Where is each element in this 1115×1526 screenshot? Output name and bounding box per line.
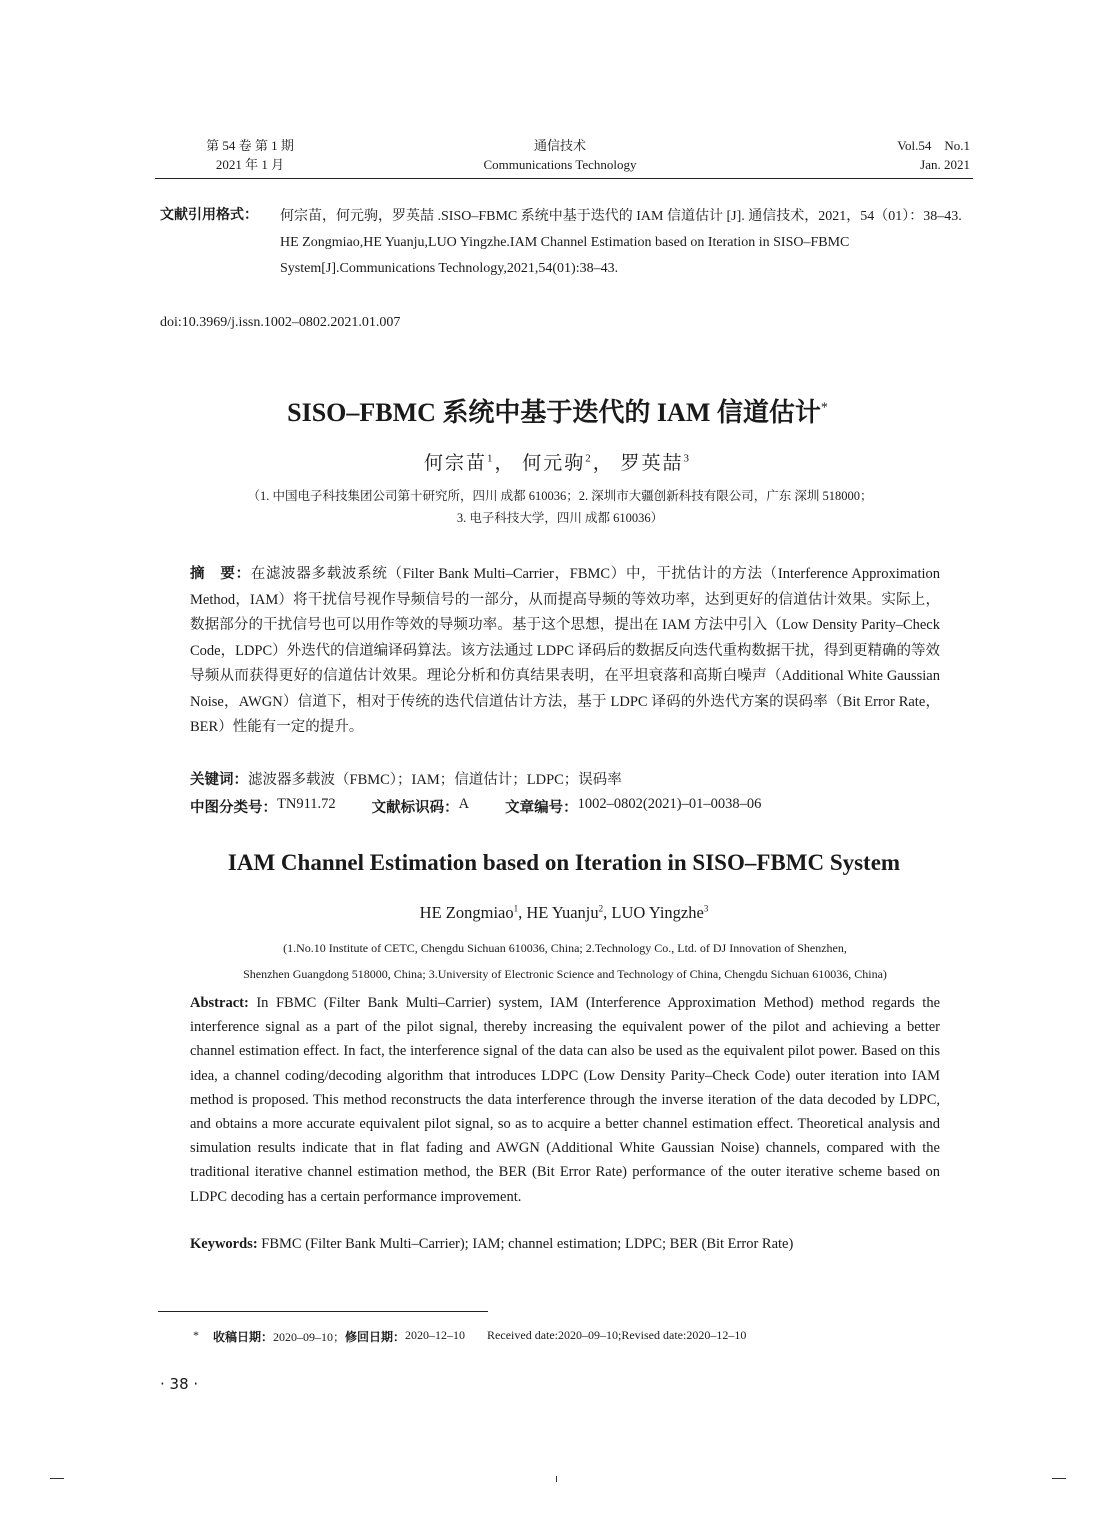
clc-label: 中图分类号： <box>190 800 277 816</box>
volume-issue-en: Vol.54 No.1 <box>897 138 970 153</box>
affiliation-cn <box>190 485 930 529</box>
volume-issue-cn: 第 54 卷 第 1 期 <box>206 138 294 153</box>
affiliation-en <box>160 935 970 987</box>
keywords-en-text: FBMC (Filter Bank Multi–Carrier); IAM; channel estimation; LDPC; BER (Bit Error Rate) <box>261 1236 794 1252</box>
footnote-rule <box>158 1311 488 1312</box>
keywords-en-label: Keywords: <box>190 1236 258 1252</box>
author-cn: 罗英喆 <box>620 453 684 474</box>
crop-mark <box>556 1476 557 1482</box>
crop-mark <box>1052 1478 1066 1479</box>
author-en-sup: 1 <box>513 903 519 914</box>
title-cn-text: SISO–FBMC 系统中基于迭代的 IAM 信道估计 <box>287 398 821 427</box>
received-label: 收稿日期： <box>213 1330 274 1344</box>
author-cn-sup: 3 <box>683 452 692 465</box>
author-cn: 何宗苗 <box>423 453 487 474</box>
journal-name-cn: 通信技术 <box>533 138 586 153</box>
running-header-left <box>160 136 340 174</box>
crop-mark <box>50 1478 64 1479</box>
doc-code-label: 文献标识码： <box>371 800 459 816</box>
classification-row <box>190 796 761 817</box>
author-en-sup: 2 <box>598 903 604 914</box>
article-no-label: 文章编号： <box>505 800 578 816</box>
abstract-cn-text: 在滤波器多载波系统（Filter Bank Multi–Carrier，FBMC）中，干扰估计的方法（Interference Approximation Method，IAM）将干扰信号视作导频信号的一部分，从而提高导频的等效功率，达到更好的信道估计效果。实际上，数据部分的干扰信号也可以用作等效的导频功率。基于这个思想，提出在 IAM 方法中引入（Low Density Parity–Check Code，LDPC）外迭代的信道编译码算法。该方法通过 LDPC 译码后的数据反向迭代重构数据干扰，得到更精确的等效导频从而获得更好的信道估计效果。理论分析和仿真结果表明，在平坦衰落和高斯白噪声（Additional White Gaussian Noise，AWGN）信道下，相对于传统的迭代信道估计方法，基于 LDPC 译码的外迭代方案的误码率（Bit Error Rate，BER）性能有一定的提升。 <box>190 566 941 735</box>
abstract-en <box>190 991 940 1209</box>
citation-label: 文献引用格式： <box>160 207 258 223</box>
abstract-cn-label: 摘 要： <box>190 566 251 582</box>
authors-en: HE Zongmiao$^1$, HE Yuanju$^2$, LUO Yingzhe$^3$ <box>419 903 709 922</box>
citation-block <box>280 204 980 282</box>
page-number: · 38 · <box>160 1375 199 1393</box>
abstract-en-label: Abstract: <box>190 995 249 1011</box>
keywords-cn-label: 关键词： <box>190 772 248 788</box>
author-cn-sup: 1 <box>486 452 495 465</box>
revised-date: 2020–12–10 <box>405 1328 466 1342</box>
journal-name-en: Communications Technology <box>483 157 637 172</box>
footnote <box>193 1328 746 1345</box>
title-en: IAM Channel Estimation based on Iteration in SISO–FBMC System <box>227 850 901 875</box>
keywords-cn-text: 滤波器多载波（FBMC）；IAM；信道估计；LDPC；误码率 <box>248 772 622 788</box>
title-cn <box>0 392 1115 429</box>
clc-value: TN911.72 <box>277 796 336 812</box>
date-cn: 2021 年 1 月 <box>215 157 285 172</box>
author-en: HE Zongmiao <box>419 903 514 922</box>
citation-en: HE Zongmiao,HE Yuanju,LUO Yingzhe.IAM Channel Estimation based on Iteration in SISO–FBMC System[J].Communications Technology,2021,54(01):38–43. <box>280 235 850 276</box>
date-en: Jan. 2021 <box>920 157 970 172</box>
citation-cn: 何宗苗，何元驹，罗英喆 .SISO–FBMC 系统中基于迭代的 IAM 信道估计 [J]. 通信技术，2021，54（01）：38–43. <box>280 209 962 224</box>
doi: doi:10.3969/j.issn.1002–0802.2021.01.007 <box>160 315 401 330</box>
title-cn-footnote-mark: * <box>820 400 828 416</box>
received-date: 2020–09–10； <box>273 1330 346 1344</box>
running-header-right <box>810 136 970 174</box>
author-cn-sup: 2 <box>585 452 593 465</box>
abstract-cn <box>190 562 940 741</box>
author-cn: 何元驹 <box>522 453 586 474</box>
revised-label: 修回日期： <box>345 1330 406 1344</box>
authors-cn: 何宗苗$^1$， 何元驹$^2$， 罗英喆$^3$ <box>423 452 692 474</box>
keywords-cn <box>190 768 622 789</box>
header-rule <box>155 178 973 179</box>
author-en: HE Yuanju <box>526 903 599 922</box>
running-header-center <box>420 136 700 174</box>
affiliation-cn-line: 3. 电子科技大学，四川 成都 610036） <box>456 511 664 525</box>
affiliation-en-line: (1.No.10 Institute of CETC, Chengdu Sichuan 610036, China; 2.Technology Co., Ltd. of DJ Innovation of Shenzhen, <box>283 941 847 955</box>
doc-code-value: A <box>458 796 470 812</box>
author-en-sup: 3 <box>703 903 709 914</box>
article-no-value: 1002–0802(2021)–01–0038–06 <box>577 796 762 812</box>
affiliation-cn-line: （1. 中国电子科技集团公司第十研究所，四川 成都 610036；2. 深圳市大疆创新科技有限公司，广东 深圳 518000； <box>247 489 873 503</box>
author-en: LUO Yingzhe <box>611 903 704 922</box>
footnote-mark: * <box>193 1328 199 1342</box>
abstract-en-text: In FBMC (Filter Bank Multi–Carrier) system, IAM (Interference Approximation Method) method regards the interference signal as a part of the pilot signal, thereby increasing the equivalent power of the pilot and achieving a better channel estimation effect. In fact, the interference signal of the data can also be used as the equivalent pilot power. Based on this idea, a channel coding/decoding algorithm that introduces LDPC (Low Density Parity–Check Code) outer iteration into IAM method is proposed. This method reconstructs the data interference through the inverse iteration of the data decoded by LDPC, and obtains a more accurate equivalent pilot signal, so as to acquire a better channel estimation effect. Theoretical analysis and simulation results indicate that in flat fading and AWGN (Additional White Gaussian Noise) channels, compared with the traditional iterative channel estimation method, the BER (Bit Error Rate) performance of the outer iterative scheme based on LDPC decoding has a certain performance improvement. <box>190 995 941 1205</box>
footnote-en: Received date:2020–09–10;Revised date:2020–12–10 <box>487 1328 747 1342</box>
affiliation-en-line: Shenzhen Guangdong 518000, China; 3.University of Electronic Science and Technology of China, Chengdu Sichuan 610036, China) <box>243 967 887 981</box>
keywords-en <box>190 1236 793 1253</box>
